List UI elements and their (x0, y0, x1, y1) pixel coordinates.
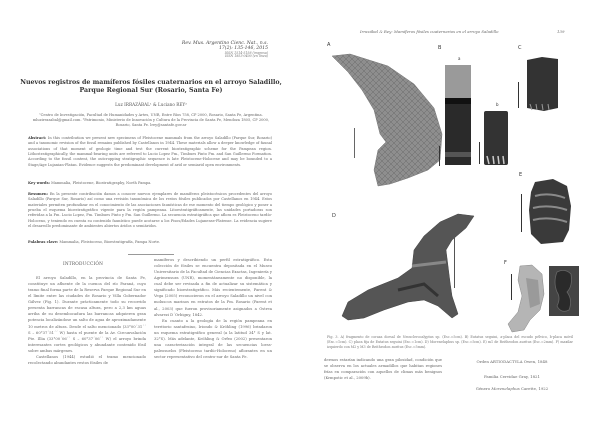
article-authors: Luz IRRAZÁBAL¹ & Luciano REY² (115, 102, 187, 107)
taxon-genus (452, 386, 572, 391)
keywords-label: Key words: (28, 181, 50, 185)
palabras-clave-label: Palabras clave: (28, 240, 59, 244)
scale-bar-d (454, 228, 455, 288)
page-number: 139 (557, 29, 565, 34)
scale-bar-a (354, 128, 355, 158)
scale-bar-f (511, 274, 512, 300)
body-column-left (28, 275, 146, 366)
sub-label-b: b (496, 102, 499, 107)
paragraph: Castellanos (1944) estudió el tramo mencionado recolectando abundantes restos fósiles de (28, 354, 146, 365)
author-affiliations: ¹Centro de Investigación, Facultad de Humanidades y Artes, UNR, Entre Ríos 758, CP 2000, Rosario, Santa Fe, Argentina. mluzirrazabal@gmail.com. ²Patrimonio, Ministerio de Innovación y Cultura de la Provincia de Santa Fe, Mendoza 1805, CP 2000, Rosario, Santa Fe. lrey@santafe.gov.ar (32, 113, 270, 128)
journal-volume: 17(2): 135-146, 2015 (218, 46, 268, 52)
figure-caption: Fig. 3. A) fragmento de coraza dorsal de Neosclerocalyptus sp. (Esc.=5cm). B) Eutatus seguini, a-placa del escudo pélvico, b-placa móvil (Esc.=1cm). C) placa fija de Eutatus seguini (Esc.=1cm). D) Morenelaphus sp. (Esc.=5cm). E) m1 de Reithrodon auritus (Esc.=2mm). F) maxilar izquierdo con M2 y M3 de Reithrodon auritus (Esc.=5mm). (327, 335, 573, 349)
specimen-e-molar (525, 178, 573, 246)
panel-label-c: C (518, 45, 522, 51)
panel-label-f: F (504, 260, 507, 266)
specimen-f-maxilla (506, 264, 546, 334)
section-divider (128, 254, 174, 255)
specimen-d-antler (328, 210, 478, 330)
paragraph: El arroyo Saladillo, en la provincia de Santa Fe, constituye un afluente de la cuenca del río Paraná, cuyo tramo final forma parte de la Reserva Parque Regional Sur en el límite entre las ciudades de Rosario y Villa Gobernador Gálvez (Fig. 1). Durante prácticamente todo su recorrido presenta barrancas de escasa altura, pero a 2,3 km aguas arriba de su desembocadura las barrancas adquieren gran potencia localizándose un salto de agua de aproximadamente 10 metros de altura. Desde el salto mencionado (33°00´31´´ S – 60°37´51´´ W) hasta el puente de la Av. Circunvalación Pte. Illia (33°00´06´´ S – 60°37´06´´ W) el arroyo brinda interesantes cortes geológicos y abundante contenido fósil sobre ambas márgenes. (28, 276, 146, 353)
panel-label-a: A (327, 42, 331, 48)
running-head: Irrazábal & Rey: Mamíferos fósiles cuaternarios en el arroyo Saladillo (360, 29, 499, 34)
introduction-heading: INTRODUCCIÓN (62, 262, 104, 267)
taxon-genus-name: Morenelaphus (491, 386, 520, 391)
scale-bar-b-a (439, 146, 440, 166)
issn-online: ISSN 1853-0400 (en línea) (224, 54, 268, 59)
resumen-section (28, 192, 272, 229)
article-title: Nuevos registros de mamíferos fósiles cuaternarios en el arroyo Saladillo, Parque Regional Sur (Rosario, Santa Fe) (20, 79, 282, 95)
panel-label-d: D (332, 213, 336, 219)
abstract-label: Abstract: (28, 136, 47, 140)
specimen-b-pelvic-plate (444, 64, 472, 166)
resumen-label: Resumen: (28, 192, 48, 196)
taxon-order: Orden ARTIODACTYLA Owen, 1848 (476, 359, 548, 364)
taxon-genus-author: Carette, 1922 (521, 386, 549, 391)
journal-citation (182, 41, 268, 59)
body-column-right (154, 257, 272, 360)
specimen-c-fixed-plate (524, 56, 560, 112)
paragraph: En cuanto a la geología de la región pampeana en territorio santafesino, Iriondo & Kröhling (1996) brindaron un esquema estratigráfico general (a la latitud 34° S y lat. 32°S). Más adelante, Kröhling & Orfeo (2002) presentaron una caracterización integral de las secuencias loess-paleosuelos (Pleistoceno tardío-Holoceno) aflorantes en un sector representativo del centro-sur de Santa Fe. (154, 318, 272, 359)
paragraph: dermos estarían indicando una gran pilosidad, condición que se observa en los actuales armadillos que habitan regiones frías en comparación con aquellos de climas más benignos (Krmpotic et al., 2009b). (324, 358, 442, 381)
specimen-b-mobile-plate (483, 110, 509, 166)
paragraph: mamíferos y describiendo un perfil estratigráfico. Esta colección de fósiles se encuentra depositada en el Museo Universitario de la Facultad de Ciencias Exactas, Ingeniería y Agrimensura (UNR), momentáneamente no disponible, la cual debe ser revisada a fin de actualizar su sistemática y significado bioestratigráfico. Más recientemente, Parent & Vega (2005) reconocieron en el arroyo Saladillo un nivel con moluscos marinos en estratos de la Fm. Rosario (Parent et al., 2003) que fueron provisoriamente asignados a Ostrea alvarezi D´Orbigny, 1842. (154, 258, 272, 317)
body-column-left (324, 357, 442, 381)
right-page (300, 0, 600, 433)
panel-label-b: B (438, 45, 442, 51)
abstract-text: In this contribution we present new specimens of Pleistocene mammals from the arroyo Saladillo (Parque Sur, Rosario) and a taxonomic revision of the fossil remains published by Castellanos in 1944. These materials allow a deeper knowledge of faunal associations of that moment of geologic time and test the current biostratigraphic scheme for the Pampean region. Lithostratigraphically, the mammal-bearing units are referred to Lucio Lopez Fm., Timbues Pinto Fm. and San Guillermo Formation. According to the fossil content, the outcropping stratigraphic sequence is late Pleistocene-Holocene and may be bounded to a Stage/Age Lujanian-Platan. Evidence suggests the predominant development of arid or semiarid open environments. (28, 136, 272, 167)
scale-bar-b-b (479, 142, 480, 164)
taxon-family: Familia Cervidae Gray, 1821 (483, 374, 540, 379)
keywords-section (28, 181, 272, 186)
panel-label-e: E (519, 172, 523, 178)
specimen-a-carapace (328, 50, 448, 190)
taxon-genus-prefix: Género (475, 386, 491, 391)
scale-bar-e (521, 194, 522, 232)
resumen-text: En la presente contribución damos a conocer nuevos ejemplares de mamíferos pleistocénicos procedentes del arroyo Saladillo (Parque Sur, Rosario) así como una revisión taxonómica de los restos fósiles publicados por Castellanos en 1944. Estos materiales permiten profundizar en el conocimiento de las asociaciones faunísticas de ese momento del tiempo geológico y poner a prueba el esquema bioestratigráfico vigente para la región pampeana. Litoestratigráficamente, las unidades portadoras son referidas a la Fm. Lucio Lopez, Fm. Timbues Pinto y Fm. San Guillermo. La secuencia estratigráfica que aflora es Pleistoceno tardío-Holoceno, y teniendo en cuenta su contenido faunístico puede acotarse a los Pisos/Edades Lujanense-Platense. La evidencia sugiere el desarrollo predominante de ambientes abiertos áridos o semiáridos. (28, 192, 272, 228)
palabras-clave-text: Mammalia, Pleistoceno, Bioestratigrafía, Pampa Norte. (59, 240, 161, 244)
abstract-section (28, 136, 272, 168)
specimen-f-detail (549, 266, 579, 316)
figure-3 (320, 42, 578, 332)
scale-bar-c (518, 82, 519, 108)
sub-label-a: a (458, 56, 461, 61)
keywords-text: Mammalia, Pleistocene, Biostratigraphy, North Pampa. (51, 181, 152, 185)
journal-name: Rev. Mus. Argentino Cienc. Nat., n.s. (181, 41, 268, 46)
palabras-clave-section (28, 240, 272, 245)
issn-print: ISSN 1514-5158 (impresa) (224, 50, 268, 55)
